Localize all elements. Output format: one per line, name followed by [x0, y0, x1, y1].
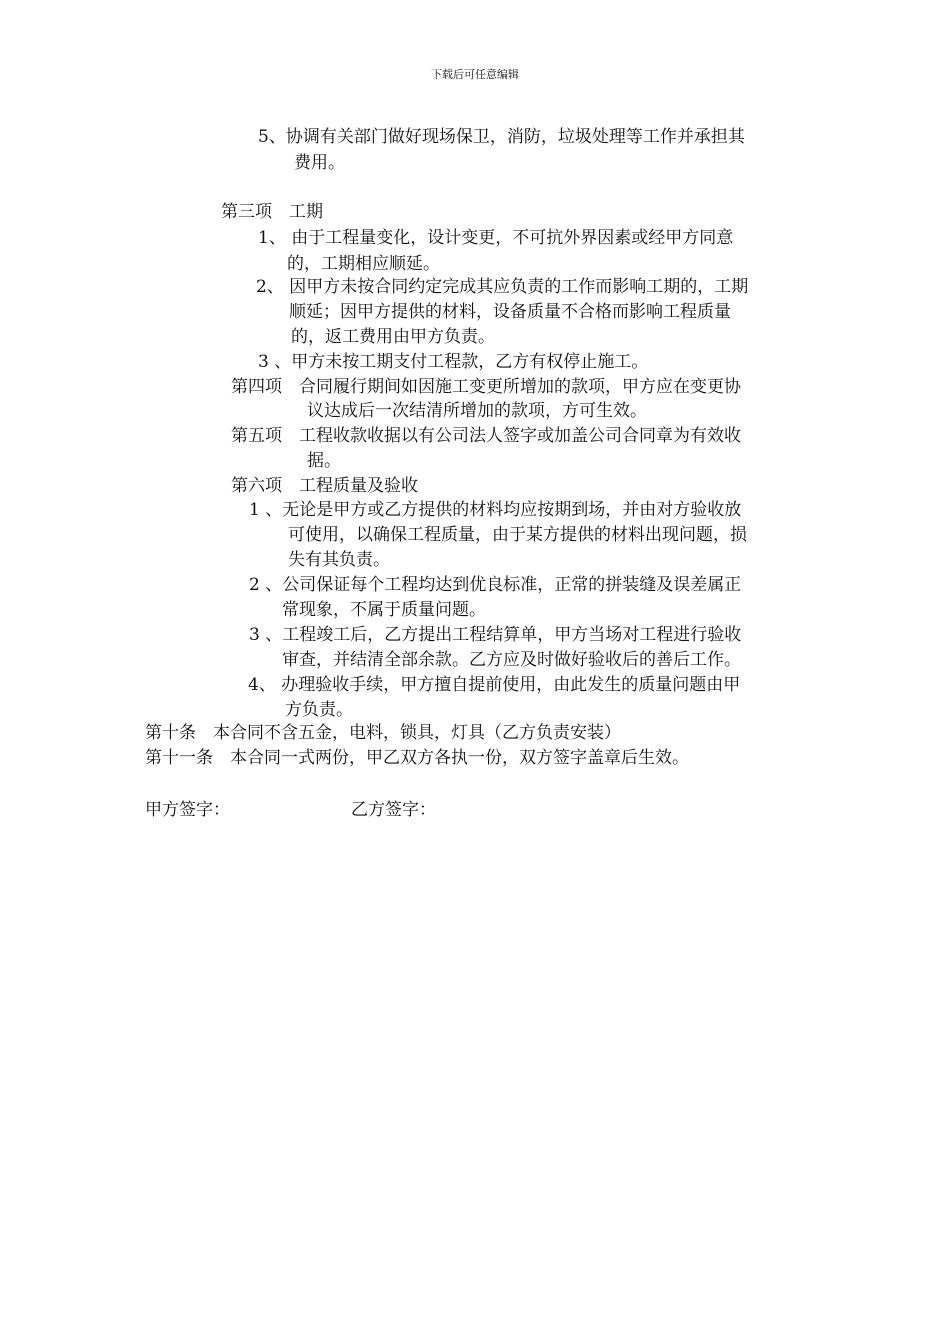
article-line: 第十条 本合同不含五金，电料，锁具，灯具（乙方负责安装） — [145, 723, 621, 743]
clause-line: 可使用，以确保工程质量，由于某方提供的材料出现问题，损 — [288, 525, 747, 545]
party-b-signature-label: 乙方签字： — [351, 800, 436, 820]
clause-line: 方负责。 — [285, 700, 353, 720]
clause-line: 失有其负责。 — [288, 550, 390, 570]
section-heading: 第三项 工期 — [221, 202, 323, 222]
clause-line: 费用。 — [294, 153, 345, 173]
clause-line: 2、 因甲方未按合同约定完成其应负责的工作而影响工期的，工期 — [256, 277, 749, 297]
section-heading: 第四项 合同履行期间如因施工变更所增加的款项，甲方应在变更协 — [231, 377, 741, 397]
clause-line: 4、 办理验收手续，甲方擅自提前使用，由此发生的质量问题由甲 — [248, 675, 741, 695]
section-heading: 第六项 工程质量及验收 — [231, 476, 418, 496]
clause-line: 3 、甲方未按工期支付工程款，乙方有权停止施工。 — [258, 352, 649, 372]
page-header: 下载后可任意编辑 — [431, 68, 519, 81]
clause-line: 顺延；因甲方提供的材料，设备质量不合格而影响工程质量 — [289, 302, 731, 322]
clause-line: 3 、工程竣工后，乙方提出工程结算单，甲方当场对工程进行验收 — [249, 625, 742, 645]
clause-line: 2 、公司保证每个工程均达到优良标准，正常的拼装缝及误差属正 — [249, 575, 742, 595]
clause-line: 审查，并结清全部余款。乙方应及时做好验收后的善后工作。 — [282, 650, 741, 670]
clause-line: 议达成后一次结清所增加的款项，方可生效。 — [307, 401, 647, 421]
clause-line: 1 、无论是甲方或乙方提供的材料均应按期到场，并由对方验收放 — [249, 500, 742, 520]
clause-line: 的，返工费用由甲方负责。 — [291, 327, 495, 347]
clause-line: 据。 — [307, 451, 341, 471]
clause-line: 的，工期相应顺延。 — [287, 254, 440, 274]
party-a-signature-label: 甲方签字： — [145, 800, 230, 820]
clause-line: 常现象，不属于质量问题。 — [282, 600, 486, 620]
article-line: 第十一条 本合同一式两份，甲乙双方各执一份，双方签字盖章后生效。 — [145, 748, 689, 768]
clause-line: 5、协调有关部门做好现场保卫，消防，垃圾处理等工作并承担其 — [258, 127, 745, 147]
section-heading: 第五项 工程收款收据以有公司法人签字或加盖公司合同章为有效收 — [231, 426, 741, 446]
clause-line: 1、 由于工程量变化，设计变更，不可抗外界因素或经甲方同意 — [258, 228, 734, 248]
